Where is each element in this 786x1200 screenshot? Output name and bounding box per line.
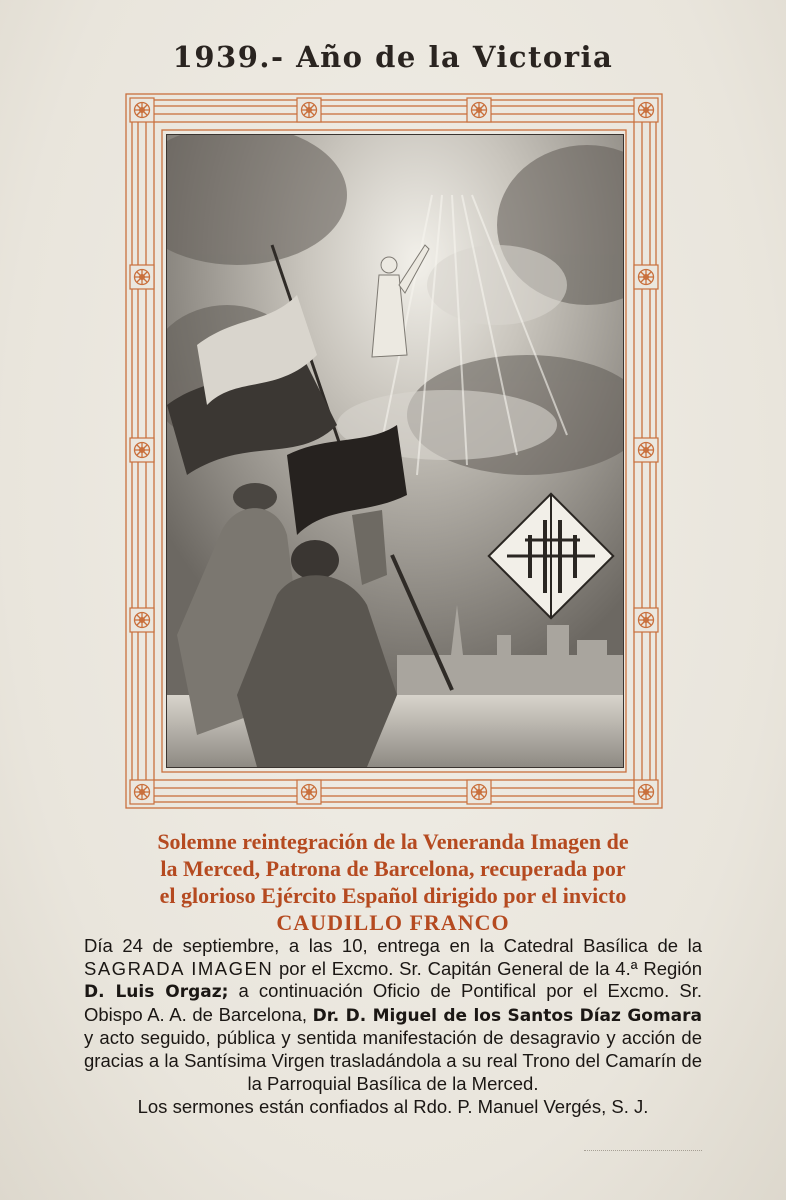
body-bold-name: Dr. D. Miguel de los Santos Díaz Gomara (312, 1005, 702, 1026)
rosette-ornament-icon (130, 608, 154, 632)
body-bold-name: D. Luis Orgaz; (84, 982, 229, 1003)
rosette-ornament-icon (297, 780, 321, 804)
rosette-ornament-icon (130, 98, 154, 122)
poster-title: 1939.- Año de la Victoria (172, 40, 614, 74)
heading-line: el glorioso Ejército Español dirigido por el invicto (159, 883, 627, 908)
printer-imprint (584, 1150, 702, 1155)
rosette-ornament-icon (297, 98, 321, 122)
rosette-ornament-icon (467, 780, 491, 804)
body-text-segment: SAGRADA IMAGEN (84, 957, 274, 979)
poster-body-text (84, 935, 702, 1119)
heading-line-caudillo: CAUDILLO FRANCO (276, 910, 510, 935)
illustration-scene (167, 135, 623, 767)
body-text-segment: a continuación Oficio de Pontifical por el Excmo. Sr. Obispo A. A. de Barcelona, (84, 980, 702, 1025)
poster-heading (70, 828, 716, 936)
rosette-ornament-icon (634, 265, 658, 289)
rosette-ornament-icon (634, 780, 658, 804)
body-text-segment: por el Excmo. Sr. Capitán General de la 4.ª Región (273, 957, 702, 979)
rosette-ornament-icon (130, 265, 154, 289)
body-sermon-line: Los sermones están confiados al Rdo. P. Manuel Vergés, S. J. (137, 1096, 649, 1118)
body-text-segment: Día 24 de septiembre, a las 10, entrega en la Catedral Basílica de la (84, 935, 702, 956)
heading-line: la Merced, Patrona de Barcelona, recuperada por (160, 856, 626, 881)
illustration-panel (166, 134, 624, 768)
heading-line: Solemne reintegración de la Veneranda Imagen de (157, 829, 629, 854)
rosette-ornament-icon (467, 98, 491, 122)
rosette-ornament-icon (634, 438, 658, 462)
rosette-ornament-icon (634, 98, 658, 122)
rosette-ornament-icon (634, 608, 658, 632)
body-text-segment: y acto seguido, pública y sentida manifestación de desagravio y acción de gracias a la Santísima Virgen trasladándola a su real Trono del Camarín de la Parroquial Basílica de la Merced. (84, 1027, 702, 1094)
barcelona-coat-of-arms-icon (485, 490, 617, 622)
rosette-ornament-icon (130, 438, 154, 462)
rosette-ornament-icon (130, 780, 154, 804)
